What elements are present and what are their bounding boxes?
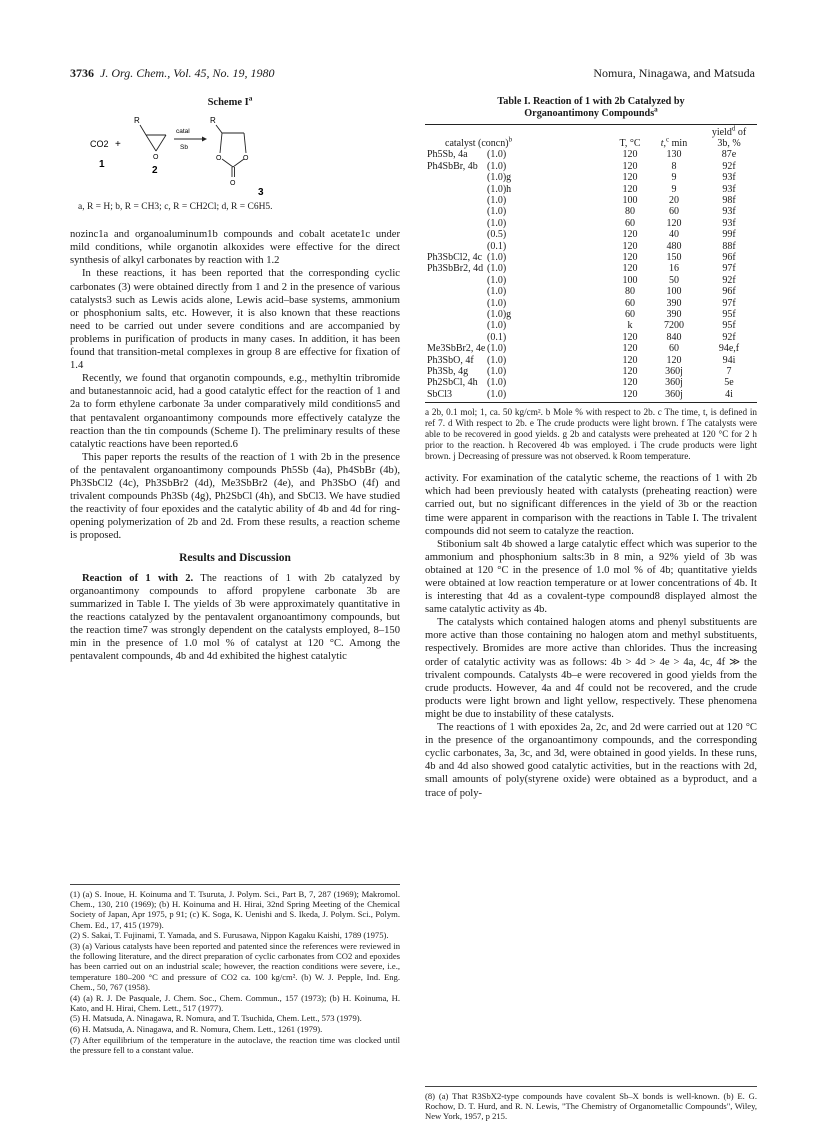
cell-catalyst: (1.0) [487,194,507,206]
cell-catalyst: (1.0) [487,320,507,332]
cell-yield: 4i [701,389,757,403]
svg-text:O: O [153,154,159,162]
table-row [425,343,757,354]
paragraph: activity. For examination of the catalytic scheme, the reactions of 1 with 2b which had been previously heated with catalysts (preheating reaction) were carried out, but no significant differences in the yield of 3b or the reaction time were apparent in comparison with the reactions in Table I. The trivalent compounds did not seem to catalyze the reaction. [425,473,757,537]
cell-time: 60 [669,343,679,355]
left-column [70,93,401,663]
cell-time: 480 [666,240,682,252]
scheme-co2: CO2 [90,139,109,150]
cell-time: 60 [669,206,679,218]
cell-temp: 60 [625,309,635,320]
scheme-label-3: 3 [258,187,264,196]
cell-catalyst: Ph5Sb, 4a (1.0) [427,149,507,161]
scheme-diagram [70,109,400,195]
cell-yield: 93f [722,206,736,218]
cell-yield: 88f [722,240,736,252]
cell-temp: 120 [622,343,638,355]
cell-temp: k [627,320,633,332]
footnote: (3) (a) Various catalysts have been reported and patented since the references were reviewed in the following literature, and the direct preparation of cyclic carbonates from CO2 and epoxides has been carried out on an industrial scale; however, the reaction conditions were severe, i.e., temperature 180–200 °C and pressure of CO2 ca. 100 kg/cm². (b) W. J. Pepple, Ind. Eng. Chem., 50, 767 (1958). [70,941,400,992]
cell-time: 360j [665,377,683,389]
cell-temp: 120 [622,183,638,195]
cell-yield: 96f [722,251,736,263]
table-row [425,298,757,309]
cell-yield: 92f [722,331,736,343]
cell-temp: 60 [625,217,635,229]
cell-catalyst: Ph3Sb, 4g (1.0) [427,366,507,378]
cell-catalyst: (1.0) [487,274,507,286]
cell-yield: 92f [722,274,736,286]
cell-temp: 120 [622,366,638,378]
table-row [425,218,757,229]
paragraph: This paper reports the results of the reaction of 1 with 2b in the presence of the pentavalent organoantimony compounds Ph5Sb (4a), Ph4SbBr (4b), Ph3SbCl2 (4c), Ph3SbBr2 (4d), Me3SbBr2 (4e), and Ph3SbO (4f) and trivalent compounds Ph3Sb (4g), Ph2SbCl (4h), and SbCl3. We have studied the reactivity of four epoxides and the catalytic ability of 4b and 4d for ring-opening polymerization of 2b and 2d. From these results, a reaction scheme is proposed. [70,451,400,542]
table-row [425,195,757,206]
cell-time: 9 [671,172,677,184]
table-row [425,366,757,377]
cell-time: 7200 [664,320,684,332]
scheme-r-right: R [210,116,216,126]
svg-text:O: O [216,155,222,163]
cell-time: 8 [671,160,677,172]
paragraph: The reactions of 1 with epoxides 2a, 2c, and 2d were carried out at 120 °C in the presence of the organoantimony compounds, and the corresponding cyclic carbonates, 3a, 3c, and 3d, were obtained in good yields. In these runs, 4b and 4d also showed good catalytic activities, but in the reactions with 2d, small amounts of poly(styrene oxide) were obtained as a byproduct, and a trace of poly- [425,722,757,799]
cell-catalyst: (0.5) [487,229,507,241]
scheme-r-left: R [134,116,140,126]
cell-catalyst: Ph3SbO, 4f (1.0) [427,354,507,366]
table-footnote: a 2b, 0.1 mol; 1, ca. 50 kg/cm². b Mole % with respect to 2b. c The time, t, is defined in ref 7. d With respect to 2b. e The crude products were light brown. f The catalysts were able to be recovered in good yields. g 2b and catalysts were preheated at 120 °C for 2 h prior to the reaction. h Recovered 4b was employed. i The crude products were light brown. j Decreasing of pressure was not observed. k Room temperature. [425,407,757,462]
cell-temp: 60 [625,297,635,309]
col-header-catalyst: catalyst (concn)$^b$ [445,135,513,149]
table-row [425,149,757,160]
table-row [425,206,757,217]
cell-yield: 7 [726,366,732,378]
cell-catalyst: (1.0) [487,217,507,229]
cell-catalyst: Ph3SbBr2, 4d (1.0) [427,263,507,275]
table-row [425,286,757,297]
cell-time: 390 [666,309,682,320]
table-row [425,184,757,195]
scheme-title: Scheme $I^a$ [207,93,253,108]
right-column [425,96,757,800]
scheme-svg [70,109,400,195]
table-row [425,161,757,172]
scheme-label-2: 2 [152,165,158,177]
table-row [425,252,757,263]
paragraph: Stibonium salt 4b showed a large catalytic effect which was superior to the ammonium and phosphonium salts:3b in 8 min, a 92% yield of 3b was obtained at 120 °C in the presence of 1.0 mol % of 4b; quantitative yields were obtained at low reaction temperature or at lower concentrations of 4b. It is interesting that 4d as a covalent-type compound8 displayed almost the same catalytic activity as 4b. [425,538,757,616]
scheme-plus: + [115,139,121,151]
cell-temp: 120 [622,240,638,252]
results-lead: Reaction of 1 with 2. [82,572,194,584]
cell-time: 120 [666,217,682,229]
cell-catalyst: (0.1) [487,240,507,252]
cell-time: 840 [666,331,682,343]
cell-time: 9 [671,183,677,195]
data-table [425,124,757,403]
journal-citation: J. Org. Chem., Vol. 45, No. 19, 1980 [100,66,275,80]
footnote: (4) (a) R. J. De Pasquale, J. Chem. Soc., Chem. Commun., 157 (1973); (b) H. Koinuma, H. Kato, and H. Hirai, Chem. Lett., 517 (1977). [70,992,400,1013]
footnote: (2) S. Sakai, T. Fujinami, T. Yamada, and S. Furusawa, Nippon Kagaku Kaishi, 1789 (1975). [70,930,389,941]
cell-catalyst: (1.0) [487,286,507,298]
cell-temp: 80 [625,206,635,218]
cell-yield: 97f [722,263,736,275]
cell-yield: 94i [722,354,736,366]
cell-catalyst: (1.0)g [487,309,512,320]
cell-temp: 120 [622,263,638,275]
cell-catalyst: (1.0)g [487,172,512,184]
cell-yield: 96f [722,286,736,298]
svg-text:O: O [243,155,249,163]
col-header-yield: yield$^d$ of 3b, % [711,124,747,149]
header-left [70,66,275,81]
cell-yield: 95f [722,309,736,320]
cell-time: 100 [666,286,682,298]
footnote: (7) After equilibrium of the temperature in the autoclave, the reaction time was clocked until the pressure fell to a constant value. [70,1034,400,1056]
cell-temp: 100 [622,194,638,206]
cell-time: 40 [669,229,679,241]
scheme-catalyst-top: catal [176,128,190,136]
cell-catalyst: (0.1) [487,331,507,343]
cell-yield: 94e,f [718,343,740,355]
svg-text:O: O [230,180,236,188]
footnote-right: (8) (a) That R3SbX2-type compounds have covalent Sb–X bonds is well-known. (b) E. G. Rochow, D. T. Hurd, and R. N. Lewis, "The Chemistry of Organometallic Compounds", Wiley, New York, 1957, p 215. [425,1086,757,1122]
cell-catalyst: (1.0)h [487,183,512,195]
cell-catalyst: (1.0) [487,297,507,309]
table-row [425,229,757,240]
cell-catalyst: Ph3SbCl2, 4c (1.0) [427,251,507,263]
section-heading: Results and Discussion [179,552,291,565]
page-header [70,66,755,82]
cell-temp: 100 [622,274,638,286]
cell-time: 130 [666,149,682,161]
table-row [425,320,757,331]
cell-temp: 120 [622,251,638,263]
footnote: (1) (a) S. Inoue, H. Koinuma and T. Tsuruta, J. Polym. Sci., Part B, 7, 287 (1969); Makromol. Chem., 130, 210 (1969); (b) H. Koinuma and H. Hirai, 32nd Spring Meeting of the Chemical Society of Japan, Apr 1975, p 91; (c) K. Soga, K. Uenishi and S. Ikeda, J. Polym. Sci., Polym. Chem. Ed., 17, 415 (1979). [70,889,400,930]
cell-temp: 120 [613,389,647,403]
table-row [425,332,757,343]
cell-temp: 120 [622,377,638,389]
table-row [425,377,757,388]
cell-time: 16 [669,263,679,275]
paragraph: In these reactions, it has been reported that the corresponding cyclic carbonates (3) were obtained directly from 1 and 2 in the presence of various catalysts3 such as Lewis acids alone, Lewis acid–base systems, ammonium or phosphonium salts, etc. However, it is also known that these reactions need to be carried out under severe conditions and are accompanied by problems in purification of products in many cases. In addition, it has been found that transition-metal complexes in group 8 are effective for fixation of 1.4 [70,268,400,372]
col-header-temp: T, °C [619,137,641,149]
page-number: 3736 [70,66,94,80]
results-text: The reactions of 1 with 2b catalyzed by organoantimony compounds to afford propylene carbonate 3b are summarized in Table I. The yields of 3b were approximately quantitative in the reactions catalyzed by the pentavalent organoantimony compounds, but the reaction time7 was strongly dependent on the catalysts employed, 8–150 min in the presence of 1.0 mol % of catalyst at 120 °C. Among the pentavalent compounds, 4b and 4d exhibited the highest catalytic [70,572,401,663]
table-row [425,275,757,286]
table-title: Table I. Reaction of 1 with 2b Catalyzed by Organoantimony Compounds$^a$ [497,96,685,119]
paragraph: Recently, we found that organotin compounds, e.g., methyltin tribromide and butanestannoic acid, had a good catalytic effect for the reaction of 1 and 2a to form ethylene carbonate 3a under comparatively mild conditions5 and that pentavalent organoantimony compounds more effectively catalyze the reaction than the tin compounds (Scheme I). The preliminary results of these catalytic reactions have been reported.6 [70,373,400,450]
table-row [425,309,757,320]
col-header-time: t,$^c$ min [660,135,688,149]
cell-temp: 120 [622,354,638,366]
cell-yield: 93f [722,183,736,195]
scheme-label-1: 1 [99,159,105,171]
cell-temp: 120 [622,172,638,184]
footnotes-left [70,884,400,1056]
cell-catalyst: Ph4SbBr, 4b (1.0) [427,160,507,172]
cell-yield: 93f [722,217,736,229]
cell-time: 360j [665,366,683,378]
table-row [425,172,757,183]
cell-temp: 120 [622,229,638,241]
cell-yield: 87e [721,149,737,161]
cell-temp: 80 [625,286,635,298]
cell-yield: 92f [722,160,736,172]
cell-catalyst: SbCl3 (1.0) [425,389,613,403]
table-row [425,241,757,252]
table-header-row [425,127,757,150]
paragraph: nozinc1a and organoaluminum1b compounds and cobalt acetate1c under mild conditions, while organotin alkoxides were effective for the direct synthesis of alkyl carbonates by reaction with 1.2 [70,229,400,267]
cell-time: 150 [666,251,682,263]
cell-time: 390 [666,297,682,309]
cell-time: 50 [669,274,679,286]
cell-yield: 97f [722,297,736,309]
cell-catalyst: Me3SbBr2, 4e (1.0) [427,343,507,355]
cell-catalyst: (1.0) [487,206,507,218]
cell-yield: 99f [722,229,736,241]
table-row [425,355,757,366]
header-authors: Nomura, Ninagawa, and Matsuda [593,66,755,80]
footnote: (6) H. Matsuda, A. Ninagawa, and R. Nomura, Chem. Lett., 1261 (1979). [70,1024,323,1035]
scheme-note: a, R = H; b, R = CH3; c, R = CH2Cl; d, R = C6H5. [78,202,273,213]
cell-temp: 120 [622,160,638,172]
footnote: (5) H. Matsuda, A. Ninagawa, R. Nomura, and T. Tsuchida, Chem. Lett., 573 (1979). [70,1013,362,1024]
cell-time: 20 [669,194,679,206]
cell-time: 360j [647,389,701,403]
cell-yield: 5e [724,377,734,389]
cell-catalyst: Ph2SbCl, 4h (1.0) [427,377,507,389]
cell-yield: 95f [722,320,736,332]
cell-temp: 120 [622,331,638,343]
cell-yield: 98f [722,194,736,206]
cell-time: 120 [666,354,682,366]
results-paragraph [70,572,400,664]
table-row [425,389,757,403]
cell-yield: 93f [722,172,736,184]
table-row [425,263,757,274]
scheme-catalyst-bottom: Sb [180,144,188,152]
paragraph: The catalysts which contained halogen atoms and phenyl substituents are more active than those containing no halogen atom and methyl substituents, respectively. Bromides are more active than chlorides. Thus the increasing order of catalytic activity was as follows: 4b > 4d > 4e > 4a, 4c, 4f ≫ the trivalent compounds. Catalysts 4b–e were recovered in good yields from the crude products. However, 4a and 4f could not be recovered, and the crude products were light brown and light yellow, respectively. These phenomena might be due to instability of these catalysts. [425,617,757,720]
cell-temp: 120 [622,149,638,161]
